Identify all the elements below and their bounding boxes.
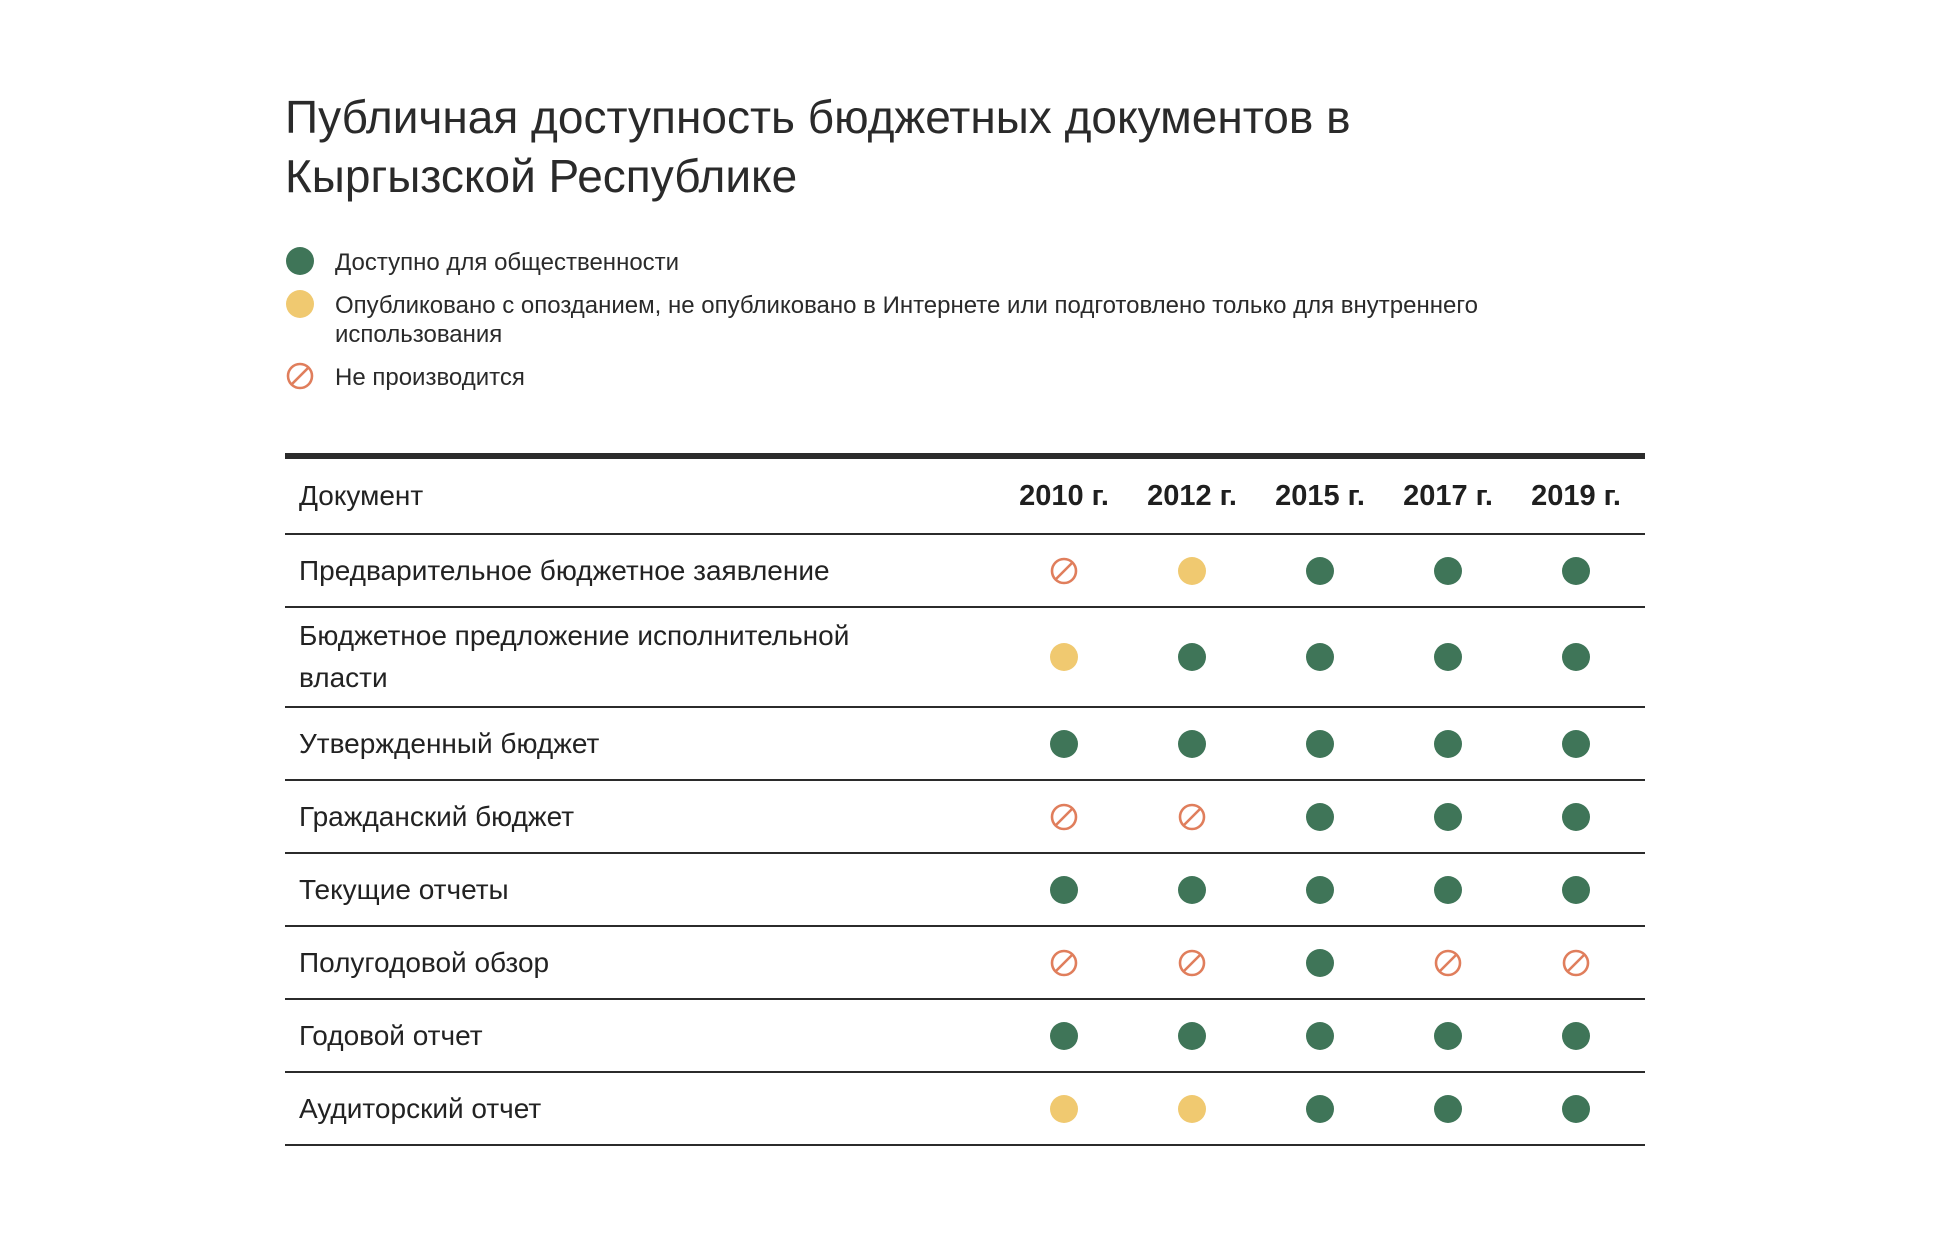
page-title: Публичная доступность бюджетных документов в Кыргызской Республике xyxy=(285,91,1351,202)
green-dot-icon xyxy=(1561,556,1591,586)
status-cell xyxy=(1000,1021,1128,1051)
status-cell xyxy=(1256,1021,1384,1051)
status-cell xyxy=(1128,729,1256,759)
prohibited-icon xyxy=(1177,948,1207,978)
yellow-dot-icon xyxy=(285,289,315,319)
legend-label: Доступно для общественности xyxy=(335,249,680,276)
status-cell xyxy=(1384,802,1512,832)
document-name: Аудиторский отчет xyxy=(299,1092,542,1124)
status-cell xyxy=(1512,729,1640,759)
green-dot-icon xyxy=(1561,642,1591,672)
document-name: Гражданский бюджет xyxy=(299,800,575,832)
column-header-year: 2010 г. xyxy=(1019,479,1109,512)
green-dot-icon xyxy=(1561,1021,1591,1051)
legend-item-available xyxy=(285,248,1665,277)
green-dot-icon xyxy=(1433,1021,1463,1051)
status-cell xyxy=(1384,1021,1512,1051)
prohibited-icon xyxy=(1561,948,1591,978)
status-cell xyxy=(1384,948,1512,978)
green-dot-icon xyxy=(285,246,315,276)
prohibited-icon xyxy=(1049,802,1079,832)
green-dot-icon xyxy=(1177,729,1207,759)
prohibited-icon xyxy=(1049,556,1079,586)
green-dot-icon xyxy=(1433,1094,1463,1124)
column-header-year: 2017 г. xyxy=(1403,479,1493,512)
status-cell xyxy=(1512,1094,1640,1124)
green-dot-icon xyxy=(1049,729,1079,759)
status-cell xyxy=(1000,875,1128,905)
green-dot-icon xyxy=(1305,875,1335,905)
yellow-dot-icon xyxy=(285,289,315,319)
green-dot-icon xyxy=(1049,875,1079,905)
green-dot-icon xyxy=(1561,729,1591,759)
green-dot-icon xyxy=(1433,642,1463,672)
status-cell xyxy=(1128,556,1256,586)
yellow-dot-icon xyxy=(1049,1094,1079,1124)
status-cell xyxy=(1128,948,1256,978)
green-dot-icon xyxy=(1049,1021,1079,1051)
column-header-year: 2015 г. xyxy=(1275,479,1365,512)
green-dot-icon xyxy=(1305,802,1335,832)
legend-item-not-produced xyxy=(285,363,1665,392)
status-cell xyxy=(1256,556,1384,586)
legend-label: Не производится xyxy=(335,364,525,391)
status-cell xyxy=(1256,729,1384,759)
document-name: Утвержденный бюджет xyxy=(299,727,600,759)
legend-label: Опубликовано с опозданием, не опубликовано в Интернете или подготовлено только для внутреннего использования xyxy=(335,292,1478,348)
yellow-dot-icon xyxy=(1177,556,1207,586)
status-cell xyxy=(1512,556,1640,586)
status-cell xyxy=(1512,875,1640,905)
table-row xyxy=(285,608,1645,708)
status-cell xyxy=(1384,642,1512,672)
status-cell xyxy=(1512,802,1640,832)
status-cell xyxy=(1256,642,1384,672)
green-dot-icon xyxy=(1305,556,1335,586)
status-cell xyxy=(1000,642,1128,672)
document-name: Бюджетное предложение исполнительной власти xyxy=(299,620,850,693)
status-cell xyxy=(1000,948,1128,978)
table-row xyxy=(285,927,1645,1000)
yellow-dot-icon xyxy=(1049,642,1079,672)
yellow-dot-icon xyxy=(1177,1094,1207,1124)
column-header-year: 2012 г. xyxy=(1147,479,1237,512)
table-row xyxy=(285,535,1645,608)
table-row xyxy=(285,708,1645,781)
status-cell xyxy=(1384,729,1512,759)
green-dot-icon xyxy=(1561,802,1591,832)
prohibited-icon xyxy=(1177,802,1207,832)
status-cell xyxy=(1256,875,1384,905)
green-dot-icon xyxy=(1561,1094,1591,1124)
status-cell xyxy=(1512,1021,1640,1051)
status-cell xyxy=(1128,642,1256,672)
green-dot-icon xyxy=(1305,1021,1335,1051)
column-header-document: Документ xyxy=(299,480,424,511)
document-name: Годовой отчет xyxy=(299,1019,483,1051)
green-dot-icon xyxy=(285,246,315,276)
document-name: Текущие отчеты xyxy=(299,873,509,905)
status-cell xyxy=(1128,1094,1256,1124)
document-name: Полугодовой обзор xyxy=(299,946,550,978)
document-name: Предварительное бюджетное заявление xyxy=(299,554,830,586)
prohibited-icon xyxy=(1049,948,1079,978)
green-dot-icon xyxy=(1305,1094,1335,1124)
green-dot-icon xyxy=(1433,729,1463,759)
status-cell xyxy=(1000,802,1128,832)
status-cell xyxy=(1256,948,1384,978)
status-cell xyxy=(1128,1021,1256,1051)
availability-table xyxy=(285,453,1645,1146)
table-row xyxy=(285,1073,1645,1146)
green-dot-icon xyxy=(1177,1021,1207,1051)
table-header-row xyxy=(285,459,1645,535)
prohibited-icon xyxy=(285,361,315,391)
status-cell xyxy=(1384,556,1512,586)
table-row xyxy=(285,854,1645,927)
status-cell xyxy=(1384,1094,1512,1124)
status-cell xyxy=(1000,729,1128,759)
green-dot-icon xyxy=(1177,642,1207,672)
status-cell xyxy=(1128,802,1256,832)
legend xyxy=(285,248,1665,406)
status-cell xyxy=(1512,642,1640,672)
green-dot-icon xyxy=(1433,556,1463,586)
status-cell xyxy=(1512,948,1640,978)
status-cell xyxy=(1256,802,1384,832)
green-dot-icon xyxy=(1561,875,1591,905)
status-cell xyxy=(1000,556,1128,586)
green-dot-icon xyxy=(1305,729,1335,759)
table-body xyxy=(285,535,1645,1146)
status-cell xyxy=(1256,1094,1384,1124)
legend-item-late xyxy=(285,291,1665,349)
table-row xyxy=(285,1000,1645,1073)
green-dot-icon xyxy=(1305,948,1335,978)
green-dot-icon xyxy=(1433,802,1463,832)
prohibited-icon xyxy=(285,361,315,391)
prohibited-icon xyxy=(1433,948,1463,978)
status-cell xyxy=(1000,1094,1128,1124)
table-row xyxy=(285,781,1645,854)
green-dot-icon xyxy=(1177,875,1207,905)
column-header-year: 2019 г. xyxy=(1531,479,1621,512)
green-dot-icon xyxy=(1433,875,1463,905)
status-cell xyxy=(1384,875,1512,905)
status-cell xyxy=(1128,875,1256,905)
green-dot-icon xyxy=(1305,642,1335,672)
